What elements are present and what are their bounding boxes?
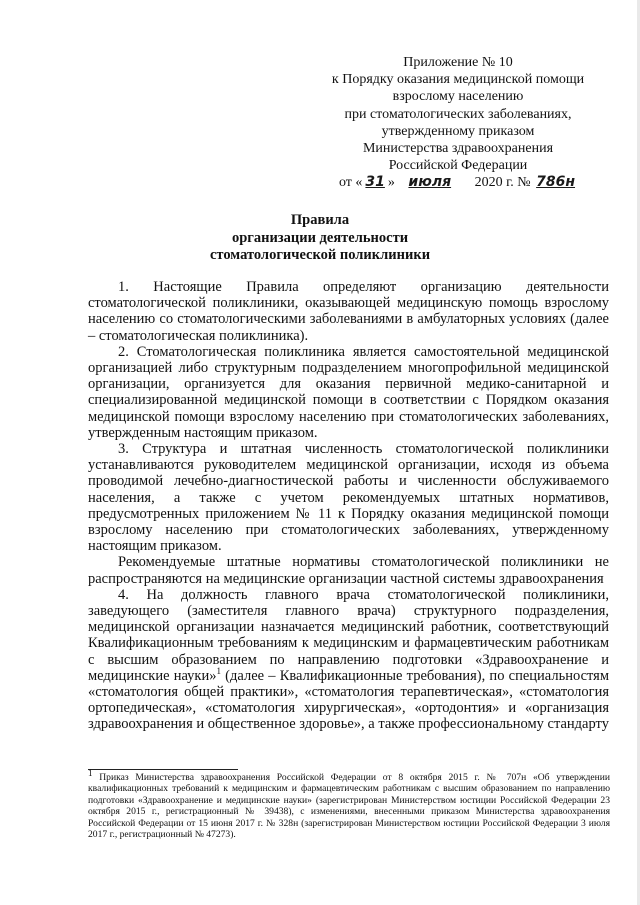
order-date-line [318,174,598,191]
title-line-organization: организации деятельности [231,229,409,246]
handwritten-day: 31 [365,174,385,191]
appendix-line-population: взрослому населению [392,89,524,105]
appendix-line-federation: Российской Федерации [388,158,528,174]
paragraph-3: 3. Структура и штатная численность стоматологической поликлиники устанавливаются руководителем медицинской организации, исходя из объема проводимой лечебно-диагностической работы и численности обслуживаемого населения, а также с учетом рекомендуемых штатных нормативов, предусмотренных приложением № 11 к Порядку оказания медицинской помощи взрослому населению при стоматологических заболеваниях, утвержденному настоящим приказом. [88,441,609,555]
paragraph-4-text-start: 4. На должность главного врача стоматологической поликлиники, заведующего (заместителя главного врача) структурного подразделения, медицинской организации назначается медицинский работник, соответствующий Квалификационным требованиям к медицинским и фармацевтическим работникам с высшим образованием по направлению подготовки «Здравоохранение и медицинские науки» [88,586,609,684]
appendix-line-diseases: при стоматологических заболеваниях, [344,106,572,122]
document-body [88,279,609,733]
date-year-text: 2020 г. № [474,175,531,191]
paragraph-1: 1. Настоящие Правила определяют организацию деятельности стоматологической поликлиники, оказывающей медицинскую помощь взрослому населению со стоматологическими заболеваниями в амбулаторных условиях (далее – стоматологическая поликлиника). [88,279,609,344]
appendix-header [318,54,598,192]
appendix-line-procedure: к Порядку оказания медицинской помощи [331,72,585,88]
appendix-line-approved: утвержденному приказом [381,123,535,139]
footnote [88,767,610,841]
footnote-mark: 1 [88,767,93,778]
paragraph-3-staffing-note: Рекомендуемые штатные нормативы стоматологической поликлиники не распространяются на медицинские организации частной системы здравоохранения [88,554,609,587]
handwritten-month: июля [408,174,452,191]
appendix-number: Приложение № 10 [403,55,513,70]
rules-title [0,212,640,265]
appendix-line-ministry: Министерства здравоохранения [362,141,554,157]
handwritten-order-number: 786н [536,174,576,191]
footnote-reference: 1 [216,666,221,677]
footnote-text: Приказ Министерства здравоохранения Российской Федерации от 8 октября 2015 г. № 707н «Об утверждении квалификационных требований к медицинским и фармацевтическим работникам с высшим образованием по направлению подготовки «Здравоохранение и медицинские науки» (зарегистрирован Министерством юстиции Российской Федерации 23 октября 2015 г., регистрационный № 39438), с изменениями, внесенными приказом Министерства здравоохранения Российской Федерации от 15 июня 2017 г. № 328н (зарегистрирован Министерством юстиции Российской Федерации 3 июля 2017 г., регистрационный № 47273). [88,772,610,841]
date-prefix: от « [338,175,363,191]
title-line-polyclinic: стоматологической поликлиники [209,247,431,263]
paragraph-4-text-end: (далее – Квалификационные требования), по специальностям «стоматология общей практики», «стоматология терапевтическая», «стоматология ортопедическая», «стоматология хирургическая», «ортодонтия» и «организация здравоохранения и общественное здоровье», а также профессиональному стандарту [88,667,610,733]
paragraph-4 [88,587,609,733]
date-mid: » [387,175,395,191]
title-line-rules: Правила [290,212,350,228]
paragraph-2: 2. Стоматологическая поликлиника является самостоятельной медицинской организацией либо структурным подразделением многопрофильной медицинской организации, организуется для оказания первичной медико-санитарной и специализированной медицинской помощи в соответствии с Порядком оказания медицинской помощи взрослому населению при стоматологических заболеваниях, утвержденным настоящим приказом. [88,343,609,441]
footnote-separator [88,769,238,770]
